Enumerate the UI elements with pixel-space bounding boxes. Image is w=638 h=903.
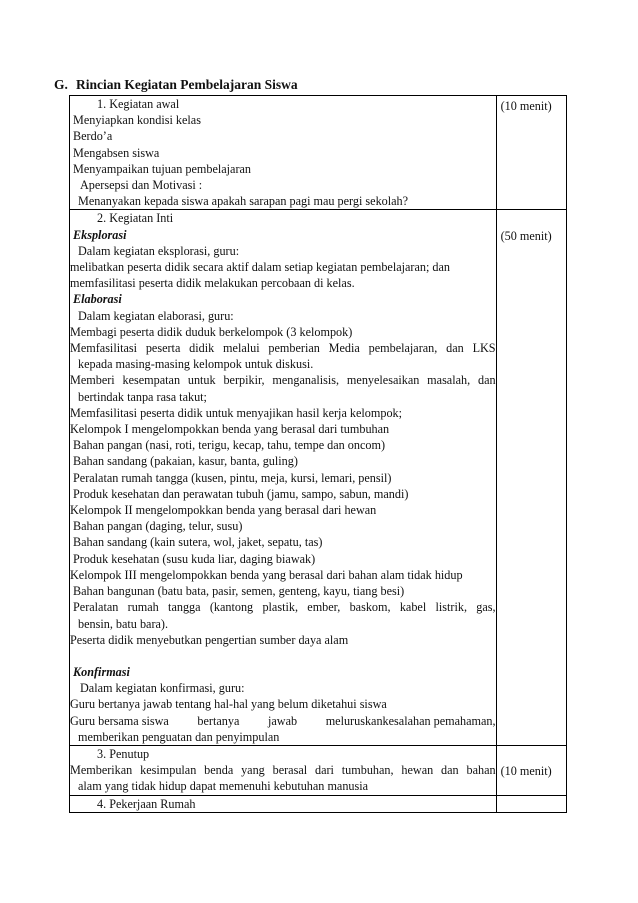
list-item: Memfasilitasi peserta didik untuk menyajikan hasil kerja kelompok; <box>70 405 403 420</box>
list-item: bensin, batu bara). <box>78 616 169 631</box>
list-item: bertindak tanpa rasa takut; <box>78 389 207 404</box>
konfirmasi-word: jawab <box>267 713 298 728</box>
list-item: melibatkan peserta didik secara aktif dalam setiap kegiatan pembelajaran; dan <box>70 260 451 275</box>
konfirmasi-word: meluruskankesalahan pemahaman, <box>325 713 496 728</box>
list-item: Kelompok III mengelompokkan benda yang berasal dari bahan alam tidak hidup <box>70 567 463 582</box>
pekerjaan-rumah-cell <box>70 795 497 812</box>
list-item: Menyampaikan tujuan pembelajaran <box>73 161 252 176</box>
list-item: Apersepsi dan Motivasi : <box>80 178 203 193</box>
list-item: Bahan pangan (daging, telur, susu) <box>73 519 243 534</box>
section-title: Rincian Kegiatan Pembelajaran Siswa <box>76 77 298 92</box>
konfirmasi-word: bertanya <box>197 713 240 728</box>
list-item: Peralatan rumah tangga (kantong plastik, ember, baskom, kabel listrik, gas, <box>73 600 496 615</box>
list-item: Produk kesehatan (susu kuda liar, daging biawak) <box>73 551 316 566</box>
list-item: memfasilitasi peserta didik melakukan percobaan di kelas. <box>70 276 355 291</box>
list-item: Memberikan kesimpulan benda yang berasal dari tumbuhan, hewan dan bahan <box>70 763 496 778</box>
kegiatan-awal-cell <box>70 96 497 210</box>
list-item: alam yang tidak hidup dapat memenuhi kebutuhan manusia <box>78 779 369 794</box>
list-item: Menyiapkan kondisi kelas <box>73 113 201 128</box>
pekerjaan-rumah-title: 4. Pekerjaan Rumah <box>97 796 196 811</box>
list-item: Menanyakan kepada siswa apakah sarapan pagi mau pergi sekolah? <box>78 194 409 209</box>
list-item: kepada masing-masing kelompok untuk diskusi. <box>78 357 314 372</box>
konfirmasi-word: Guru bersama siswa <box>70 713 169 728</box>
list-item: Memfasilitasi peserta didik melalui pemberian Media pembelajaran, dan LKS <box>70 341 496 356</box>
konfirmasi-intro: Dalam kegiatan konfirmasi, guru: <box>80 681 245 696</box>
list-item: Bahan sandang (kain sutera, wol, jaket, sepatu, tas) <box>73 535 323 550</box>
konfirmasi-title: Konfirmasi <box>73 664 130 679</box>
duration-cell <box>496 210 566 746</box>
duration-cell <box>496 795 566 812</box>
duration-label: (10 menit) <box>500 763 552 778</box>
eksplorasi-title: Eksplorasi <box>73 227 127 242</box>
duration-label: (50 menit) <box>500 229 552 244</box>
penutup-title: 3. Penutup <box>97 746 150 761</box>
list-item: Mengabsen siswa <box>73 145 160 160</box>
list-item: Peralatan rumah tangga (kusen, pintu, meja, kursi, lemari, pensil) <box>73 470 392 485</box>
list-item: Bahan sandang (pakaian, kasur, banta, guling) <box>73 454 298 469</box>
list-item <box>70 713 496 729</box>
table-row-penutup <box>70 745 567 795</box>
list-item: Bahan pangan (nasi, roti, terigu, kecap, tahu, tempe dan oncom) <box>73 438 386 453</box>
list-item: Peserta didik menyebutkan pengertian sumber daya alam <box>70 632 349 647</box>
duration-label <box>497 796 566 798</box>
spacer <box>70 648 496 664</box>
list-item: memberikan penguatan dan penyimpulan <box>78 729 280 744</box>
list-item: Memberi kesempatan untuk berpikir, menganalisis, menyelesaikan masalah, dan <box>70 373 496 388</box>
table-row-pekerjaan-rumah <box>70 795 567 812</box>
section-letter: G. <box>54 77 68 92</box>
kegiatan-inti-title: 2. Kegiatan Inti <box>97 211 174 226</box>
list-item: Membagi peserta didik duduk berkelompok (3 kelompok) <box>70 324 353 339</box>
kegiatan-inti-cell <box>70 210 497 746</box>
list-item: Guru bertanya jawab tentang hal-hal yang belum diketahui siswa <box>70 697 387 712</box>
duration-label: (10 menit) <box>500 99 552 113</box>
elaborasi-title: Elaborasi <box>73 292 122 307</box>
list-item: Bahan bangunan (batu bata, pasir, semen, genteng, kayu, tiang besi) <box>73 584 405 599</box>
activity-table <box>69 95 567 813</box>
penutup-cell <box>70 745 497 795</box>
eksplorasi-intro: Dalam kegiatan eksplorasi, guru: <box>78 243 240 258</box>
kegiatan-awal-title: 1. Kegiatan awal <box>97 97 180 111</box>
table-row-kegiatan-awal <box>70 96 567 210</box>
table-row-kegiatan-inti <box>70 210 567 746</box>
list-item: Berdo’a <box>73 129 113 144</box>
list-item: Kelompok I mengelompokkan benda yang berasal dari tumbuhan <box>70 422 390 437</box>
duration-cell <box>496 96 566 210</box>
list-item: Produk kesehatan dan perawatan tubuh (jamu, sampo, sabun, mandi) <box>73 486 409 501</box>
duration-cell <box>496 745 566 795</box>
elaborasi-intro: Dalam kegiatan elaborasi, guru: <box>78 308 234 323</box>
list-item: Kelompok II mengelompokkan benda yang berasal dari hewan <box>70 503 377 518</box>
section-heading <box>54 77 298 93</box>
